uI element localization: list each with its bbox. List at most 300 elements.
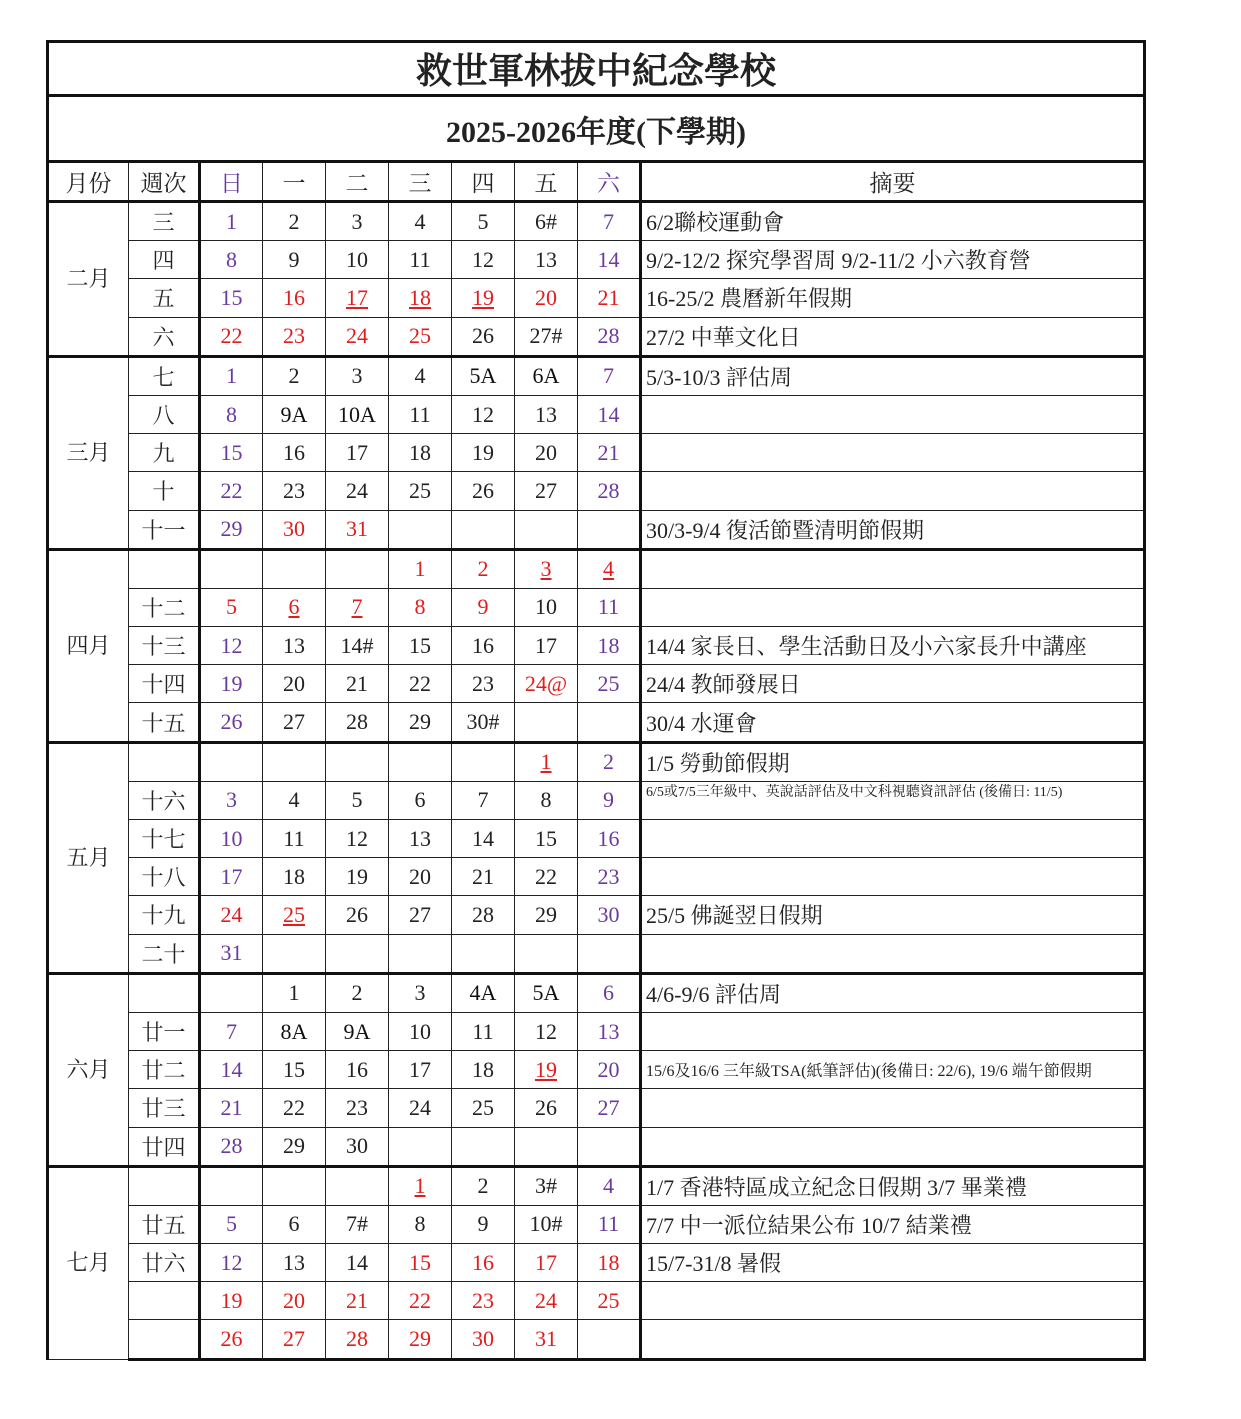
day-cell-fri: 15 bbox=[515, 820, 578, 858]
day-cell-sun: 24 bbox=[200, 896, 263, 934]
day-cell-thu: 16 bbox=[452, 627, 515, 665]
day-cell-wed: 18 bbox=[389, 279, 452, 317]
day-cell-tue: 19 bbox=[326, 858, 389, 896]
day-cell-fri: 17 bbox=[515, 627, 578, 665]
day-cell-sun: 8 bbox=[200, 395, 263, 433]
day-cell-thu: 18 bbox=[452, 1051, 515, 1089]
week-row bbox=[48, 241, 1145, 279]
day-cell-sat: 21 bbox=[578, 279, 641, 317]
memo-cell: 30/3-9/4 復活節暨清明節假期 bbox=[641, 510, 1145, 549]
day-cell-thu: 28 bbox=[452, 896, 515, 934]
day-cell-wed: 25 bbox=[389, 472, 452, 510]
day-cell-sat bbox=[578, 1127, 641, 1166]
day-cell-wed: 3 bbox=[389, 973, 452, 1012]
day-cell-sun: 3 bbox=[200, 781, 263, 819]
week-row bbox=[48, 202, 1145, 241]
month-label: 五月 bbox=[48, 742, 129, 973]
week-number: 廿一 bbox=[129, 1012, 200, 1050]
day-cell-fri bbox=[515, 934, 578, 973]
day-cell-mon: 2 bbox=[263, 202, 326, 241]
day-cell-wed: 20 bbox=[389, 858, 452, 896]
day-cell-tue bbox=[326, 934, 389, 973]
day-cell-wed: 17 bbox=[389, 1051, 452, 1089]
day-cell-wed: 24 bbox=[389, 1089, 452, 1127]
header-wed: 三 bbox=[389, 162, 452, 202]
day-cell-mon: 11 bbox=[263, 820, 326, 858]
day-cell-mon: 27 bbox=[263, 1320, 326, 1359]
day-cell-mon: 9 bbox=[263, 241, 326, 279]
day-cell-wed bbox=[389, 742, 452, 781]
day-cell-tue: 3 bbox=[326, 356, 389, 395]
memo-cell: 30/4 水運會 bbox=[641, 703, 1145, 742]
day-cell-sat: 11 bbox=[578, 1205, 641, 1243]
day-cell-sat: 4 bbox=[578, 1166, 641, 1205]
day-cell-sat: 14 bbox=[578, 395, 641, 433]
memo-cell: 25/5 佛誕翌日假期 bbox=[641, 896, 1145, 934]
month-label: 三月 bbox=[48, 356, 129, 549]
day-cell-fri bbox=[515, 510, 578, 549]
day-cell-tue: 2 bbox=[326, 973, 389, 1012]
day-cell-mon: 1 bbox=[263, 973, 326, 1012]
day-cell-thu: 12 bbox=[452, 395, 515, 433]
day-cell-wed: 4 bbox=[389, 356, 452, 395]
day-cell-wed: 27 bbox=[389, 896, 452, 934]
memo-cell bbox=[641, 1320, 1145, 1359]
week-number bbox=[129, 742, 200, 781]
week-row bbox=[48, 1320, 1145, 1359]
week-number: 六 bbox=[129, 317, 200, 356]
day-cell-sun: 5 bbox=[200, 1205, 263, 1243]
week-number: 三 bbox=[129, 202, 200, 241]
day-cell-thu bbox=[452, 1127, 515, 1166]
day-cell-mon bbox=[263, 934, 326, 973]
day-cell-mon: 23 bbox=[263, 317, 326, 356]
day-cell-sat: 7 bbox=[578, 202, 641, 241]
day-cell-thu: 23 bbox=[452, 1282, 515, 1320]
header-memo: 摘要 bbox=[641, 162, 1145, 202]
day-cell-thu: 9 bbox=[452, 1205, 515, 1243]
week-number: 十二 bbox=[129, 588, 200, 626]
day-cell-wed: 22 bbox=[389, 1282, 452, 1320]
day-cell-tue: 24 bbox=[326, 317, 389, 356]
day-cell-wed: 18 bbox=[389, 434, 452, 472]
day-cell-thu: 30# bbox=[452, 703, 515, 742]
week-row bbox=[48, 1127, 1145, 1166]
week-row bbox=[48, 1012, 1145, 1050]
day-cell-tue: 21 bbox=[326, 1282, 389, 1320]
day-cell-fri: 10# bbox=[515, 1205, 578, 1243]
day-cell-mon: 15 bbox=[263, 1051, 326, 1089]
day-cell-fri bbox=[515, 1127, 578, 1166]
week-number: 十八 bbox=[129, 858, 200, 896]
day-cell-sun: 22 bbox=[200, 472, 263, 510]
day-cell-wed: 22 bbox=[389, 665, 452, 703]
week-number bbox=[129, 1320, 200, 1359]
header-thu: 四 bbox=[452, 162, 515, 202]
day-cell-thu: 30 bbox=[452, 1320, 515, 1359]
day-cell-wed: 29 bbox=[389, 703, 452, 742]
day-cell-fri: 13 bbox=[515, 241, 578, 279]
week-row bbox=[48, 434, 1145, 472]
day-cell-mon: 16 bbox=[263, 279, 326, 317]
week-number: 十四 bbox=[129, 665, 200, 703]
day-cell-sat: 6 bbox=[578, 973, 641, 1012]
day-cell-mon: 18 bbox=[263, 858, 326, 896]
day-cell-thu: 25 bbox=[452, 1089, 515, 1127]
day-cell-wed: 10 bbox=[389, 1012, 452, 1050]
day-cell-thu: 2 bbox=[452, 1166, 515, 1205]
memo-cell: 7/7 中一派位結果公布 10/7 結業禮 bbox=[641, 1205, 1145, 1243]
day-cell-sun bbox=[200, 549, 263, 588]
day-cell-sun: 15 bbox=[200, 279, 263, 317]
day-cell-mon: 4 bbox=[263, 781, 326, 819]
week-number: 九 bbox=[129, 434, 200, 472]
memo-cell: 14/4 家長日、學生活動日及小六家長升中講座 bbox=[641, 627, 1145, 665]
week-number: 十一 bbox=[129, 510, 200, 549]
day-cell-tue bbox=[326, 742, 389, 781]
day-cell-sun: 28 bbox=[200, 1127, 263, 1166]
header-month: 月份 bbox=[48, 162, 129, 202]
day-cell-mon: 30 bbox=[263, 510, 326, 549]
day-cell-tue: 7 bbox=[326, 588, 389, 626]
day-cell-thu: 4A bbox=[452, 973, 515, 1012]
day-cell-sat: 30 bbox=[578, 896, 641, 934]
day-cell-tue: 7# bbox=[326, 1205, 389, 1243]
day-cell-tue: 16 bbox=[326, 1051, 389, 1089]
day-cell-mon: 27 bbox=[263, 703, 326, 742]
day-cell-thu: 19 bbox=[452, 434, 515, 472]
day-cell-sat: 11 bbox=[578, 588, 641, 626]
day-cell-sat: 7 bbox=[578, 356, 641, 395]
memo-cell: 27/2 中華文化日 bbox=[641, 317, 1145, 356]
day-cell-sat: 2 bbox=[578, 742, 641, 781]
day-cell-fri: 24@ bbox=[515, 665, 578, 703]
day-cell-sat: 20 bbox=[578, 1051, 641, 1089]
day-cell-thu: 19 bbox=[452, 279, 515, 317]
day-cell-tue: 14# bbox=[326, 627, 389, 665]
day-cell-sun: 14 bbox=[200, 1051, 263, 1089]
day-cell-fri: 20 bbox=[515, 279, 578, 317]
day-cell-wed: 1 bbox=[389, 1166, 452, 1205]
day-cell-fri: 27# bbox=[515, 317, 578, 356]
day-cell-sun bbox=[200, 742, 263, 781]
day-cell-tue: 10A bbox=[326, 395, 389, 433]
day-cell-wed bbox=[389, 1127, 452, 1166]
day-cell-sun: 10 bbox=[200, 820, 263, 858]
day-cell-thu: 2 bbox=[452, 549, 515, 588]
day-cell-mon: 25 bbox=[263, 896, 326, 934]
day-cell-thu: 12 bbox=[452, 241, 515, 279]
week-number: 五 bbox=[129, 279, 200, 317]
month-label: 二月 bbox=[48, 202, 129, 357]
header-tue: 二 bbox=[326, 162, 389, 202]
day-cell-sun bbox=[200, 1166, 263, 1205]
day-cell-fri: 27 bbox=[515, 472, 578, 510]
memo-cell: 1/5 勞動節假期 bbox=[641, 742, 1145, 781]
school-calendar-table bbox=[46, 40, 1146, 1361]
day-cell-wed: 11 bbox=[389, 395, 452, 433]
day-cell-fri: 3 bbox=[515, 549, 578, 588]
day-cell-sat: 28 bbox=[578, 472, 641, 510]
day-cell-tue: 30 bbox=[326, 1127, 389, 1166]
day-cell-sat bbox=[578, 703, 641, 742]
day-cell-sun: 19 bbox=[200, 665, 263, 703]
day-cell-wed: 6 bbox=[389, 781, 452, 819]
day-cell-tue: 5 bbox=[326, 781, 389, 819]
week-number bbox=[129, 973, 200, 1012]
week-number: 廿三 bbox=[129, 1089, 200, 1127]
day-cell-fri: 29 bbox=[515, 896, 578, 934]
day-cell-sat: 4 bbox=[578, 549, 641, 588]
week-row bbox=[48, 858, 1145, 896]
week-row bbox=[48, 820, 1145, 858]
day-cell-wed: 15 bbox=[389, 1244, 452, 1282]
day-cell-sat bbox=[578, 934, 641, 973]
week-row bbox=[48, 588, 1145, 626]
memo-cell: 1/7 香港特區成立紀念日假期 3/7 畢業禮 bbox=[641, 1166, 1145, 1205]
week-row bbox=[48, 627, 1145, 665]
day-cell-mon: 6 bbox=[263, 1205, 326, 1243]
day-cell-mon: 2 bbox=[263, 356, 326, 395]
day-cell-sat: 27 bbox=[578, 1089, 641, 1127]
day-cell-tue: 12 bbox=[326, 820, 389, 858]
day-cell-fri: 17 bbox=[515, 1244, 578, 1282]
week-number bbox=[129, 1166, 200, 1205]
day-cell-fri: 3# bbox=[515, 1166, 578, 1205]
day-cell-sat: 21 bbox=[578, 434, 641, 472]
day-cell-tue: 17 bbox=[326, 279, 389, 317]
day-cell-fri: 10 bbox=[515, 588, 578, 626]
day-cell-sun: 15 bbox=[200, 434, 263, 472]
memo-cell bbox=[641, 1012, 1145, 1050]
memo-cell: 5/3-10/3 評估周 bbox=[641, 356, 1145, 395]
day-cell-sun bbox=[200, 973, 263, 1012]
month-label: 七月 bbox=[48, 1166, 129, 1359]
header-sun: 日 bbox=[200, 162, 263, 202]
week-row bbox=[48, 781, 1145, 819]
day-cell-mon bbox=[263, 742, 326, 781]
day-cell-wed: 1 bbox=[389, 549, 452, 588]
day-cell-thu bbox=[452, 510, 515, 549]
day-cell-mon: 16 bbox=[263, 434, 326, 472]
day-cell-tue: 23 bbox=[326, 1089, 389, 1127]
memo-cell bbox=[641, 820, 1145, 858]
header-fri: 五 bbox=[515, 162, 578, 202]
week-number: 廿四 bbox=[129, 1127, 200, 1166]
week-row bbox=[48, 549, 1145, 588]
day-cell-mon: 20 bbox=[263, 665, 326, 703]
week-row bbox=[48, 1282, 1145, 1320]
day-cell-fri: 13 bbox=[515, 395, 578, 433]
week-number: 七 bbox=[129, 356, 200, 395]
term-title: 2025-2026年度(下學期) bbox=[48, 96, 1145, 162]
day-cell-sun: 31 bbox=[200, 934, 263, 973]
day-cell-sat: 18 bbox=[578, 1244, 641, 1282]
day-cell-sun: 21 bbox=[200, 1089, 263, 1127]
day-cell-wed: 11 bbox=[389, 241, 452, 279]
week-row bbox=[48, 472, 1145, 510]
week-row bbox=[48, 395, 1145, 433]
header-mon: 一 bbox=[263, 162, 326, 202]
week-row bbox=[48, 1089, 1145, 1127]
day-cell-sun: 12 bbox=[200, 627, 263, 665]
day-cell-tue: 31 bbox=[326, 510, 389, 549]
memo-cell: 9/2-12/2 探究學習周 9/2-11/2 小六教育營 bbox=[641, 241, 1145, 279]
header-sat: 六 bbox=[578, 162, 641, 202]
day-cell-sat: 25 bbox=[578, 665, 641, 703]
day-cell-sun: 1 bbox=[200, 202, 263, 241]
day-cell-thu: 5A bbox=[452, 356, 515, 395]
day-cell-mon: 8A bbox=[263, 1012, 326, 1050]
memo-cell bbox=[641, 588, 1145, 626]
memo-cell bbox=[641, 1282, 1145, 1320]
day-cell-fri: 24 bbox=[515, 1282, 578, 1320]
school-name: 救世軍林拔中紀念學校 bbox=[48, 42, 1145, 96]
day-cell-thu: 9 bbox=[452, 588, 515, 626]
day-cell-sat: 18 bbox=[578, 627, 641, 665]
week-row bbox=[48, 973, 1145, 1012]
memo-cell bbox=[641, 934, 1145, 973]
day-cell-mon: 22 bbox=[263, 1089, 326, 1127]
week-number: 二十 bbox=[129, 934, 200, 973]
memo-cell: 6/5或7/5三年級中、英說話評估及中文科視聽資訊評估 (後備日: 11/5) bbox=[641, 781, 1145, 819]
day-cell-tue: 21 bbox=[326, 665, 389, 703]
day-cell-tue bbox=[326, 549, 389, 588]
memo-cell bbox=[641, 1089, 1145, 1127]
day-cell-fri: 6# bbox=[515, 202, 578, 241]
week-row bbox=[48, 934, 1145, 973]
day-cell-fri: 5A bbox=[515, 973, 578, 1012]
header-row bbox=[48, 162, 1145, 202]
day-cell-tue: 3 bbox=[326, 202, 389, 241]
memo-cell bbox=[641, 1127, 1145, 1166]
month-label: 六月 bbox=[48, 973, 129, 1166]
day-cell-thu bbox=[452, 742, 515, 781]
day-cell-fri: 31 bbox=[515, 1320, 578, 1359]
day-cell-fri: 1 bbox=[515, 742, 578, 781]
day-cell-sun: 7 bbox=[200, 1012, 263, 1050]
day-cell-thu: 16 bbox=[452, 1244, 515, 1282]
week-number: 廿六 bbox=[129, 1244, 200, 1282]
week-number: 十五 bbox=[129, 703, 200, 742]
week-number: 十三 bbox=[129, 627, 200, 665]
day-cell-thu: 21 bbox=[452, 858, 515, 896]
week-row bbox=[48, 510, 1145, 549]
day-cell-sat: 16 bbox=[578, 820, 641, 858]
day-cell-tue: 14 bbox=[326, 1244, 389, 1282]
week-row bbox=[48, 1166, 1145, 1205]
day-cell-fri: 6A bbox=[515, 356, 578, 395]
day-cell-tue: 26 bbox=[326, 896, 389, 934]
day-cell-wed bbox=[389, 934, 452, 973]
day-cell-fri bbox=[515, 703, 578, 742]
day-cell-sun: 26 bbox=[200, 1320, 263, 1359]
day-cell-sun: 19 bbox=[200, 1282, 263, 1320]
day-cell-thu: 11 bbox=[452, 1012, 515, 1050]
week-row bbox=[48, 1205, 1145, 1243]
memo-cell bbox=[641, 858, 1145, 896]
day-cell-thu bbox=[452, 934, 515, 973]
memo-cell: 16-25/2 農曆新年假期 bbox=[641, 279, 1145, 317]
memo-cell: 15/7-31/8 暑假 bbox=[641, 1244, 1145, 1282]
day-cell-sun: 12 bbox=[200, 1244, 263, 1282]
day-cell-wed: 29 bbox=[389, 1320, 452, 1359]
week-number: 十九 bbox=[129, 896, 200, 934]
day-cell-wed: 8 bbox=[389, 588, 452, 626]
memo-cell bbox=[641, 472, 1145, 510]
week-number: 十 bbox=[129, 472, 200, 510]
day-cell-sat bbox=[578, 510, 641, 549]
day-cell-mon: 20 bbox=[263, 1282, 326, 1320]
day-cell-sat bbox=[578, 1320, 641, 1359]
day-cell-sat: 25 bbox=[578, 1282, 641, 1320]
day-cell-tue: 9A bbox=[326, 1012, 389, 1050]
day-cell-mon: 13 bbox=[263, 627, 326, 665]
day-cell-thu: 26 bbox=[452, 472, 515, 510]
day-cell-tue: 24 bbox=[326, 472, 389, 510]
day-cell-thu: 5 bbox=[452, 202, 515, 241]
day-cell-wed: 25 bbox=[389, 317, 452, 356]
day-cell-fri: 20 bbox=[515, 434, 578, 472]
week-row bbox=[48, 279, 1145, 317]
day-cell-sat: 9 bbox=[578, 781, 641, 819]
memo-cell bbox=[641, 434, 1145, 472]
memo-cell: 15/6及16/6 三年級TSA(紙筆評估)(後備日: 22/6), 19/6 端午節假期 bbox=[641, 1051, 1145, 1089]
week-row bbox=[48, 703, 1145, 742]
week-row bbox=[48, 742, 1145, 781]
day-cell-thu: 14 bbox=[452, 820, 515, 858]
memo-cell: 6/2聯校運動會 bbox=[641, 202, 1145, 241]
day-cell-mon: 23 bbox=[263, 472, 326, 510]
week-row bbox=[48, 356, 1145, 395]
day-cell-sat: 28 bbox=[578, 317, 641, 356]
day-cell-tue: 28 bbox=[326, 1320, 389, 1359]
week-row bbox=[48, 1244, 1145, 1282]
week-number: 十七 bbox=[129, 820, 200, 858]
week-number: 十六 bbox=[129, 781, 200, 819]
day-cell-sun: 5 bbox=[200, 588, 263, 626]
day-cell-thu: 7 bbox=[452, 781, 515, 819]
header-week: 週次 bbox=[129, 162, 200, 202]
week-number: 四 bbox=[129, 241, 200, 279]
day-cell-sun: 26 bbox=[200, 703, 263, 742]
day-cell-fri: 22 bbox=[515, 858, 578, 896]
day-cell-tue: 10 bbox=[326, 241, 389, 279]
memo-cell: 4/6-9/6 評估周 bbox=[641, 973, 1145, 1012]
day-cell-sat: 13 bbox=[578, 1012, 641, 1050]
month-label: 四月 bbox=[48, 549, 129, 742]
day-cell-sun: 17 bbox=[200, 858, 263, 896]
week-row bbox=[48, 896, 1145, 934]
day-cell-fri: 26 bbox=[515, 1089, 578, 1127]
week-number: 廿二 bbox=[129, 1051, 200, 1089]
day-cell-thu: 23 bbox=[452, 665, 515, 703]
day-cell-wed: 13 bbox=[389, 820, 452, 858]
day-cell-mon: 13 bbox=[263, 1244, 326, 1282]
day-cell-fri: 19 bbox=[515, 1051, 578, 1089]
memo-cell bbox=[641, 395, 1145, 433]
day-cell-sun: 22 bbox=[200, 317, 263, 356]
day-cell-wed bbox=[389, 510, 452, 549]
day-cell-mon bbox=[263, 1166, 326, 1205]
memo-cell: 24/4 教師發展日 bbox=[641, 665, 1145, 703]
day-cell-sun: 1 bbox=[200, 356, 263, 395]
day-cell-mon bbox=[263, 549, 326, 588]
day-cell-sat: 14 bbox=[578, 241, 641, 279]
day-cell-sun: 29 bbox=[200, 510, 263, 549]
day-cell-fri: 8 bbox=[515, 781, 578, 819]
week-row bbox=[48, 665, 1145, 703]
